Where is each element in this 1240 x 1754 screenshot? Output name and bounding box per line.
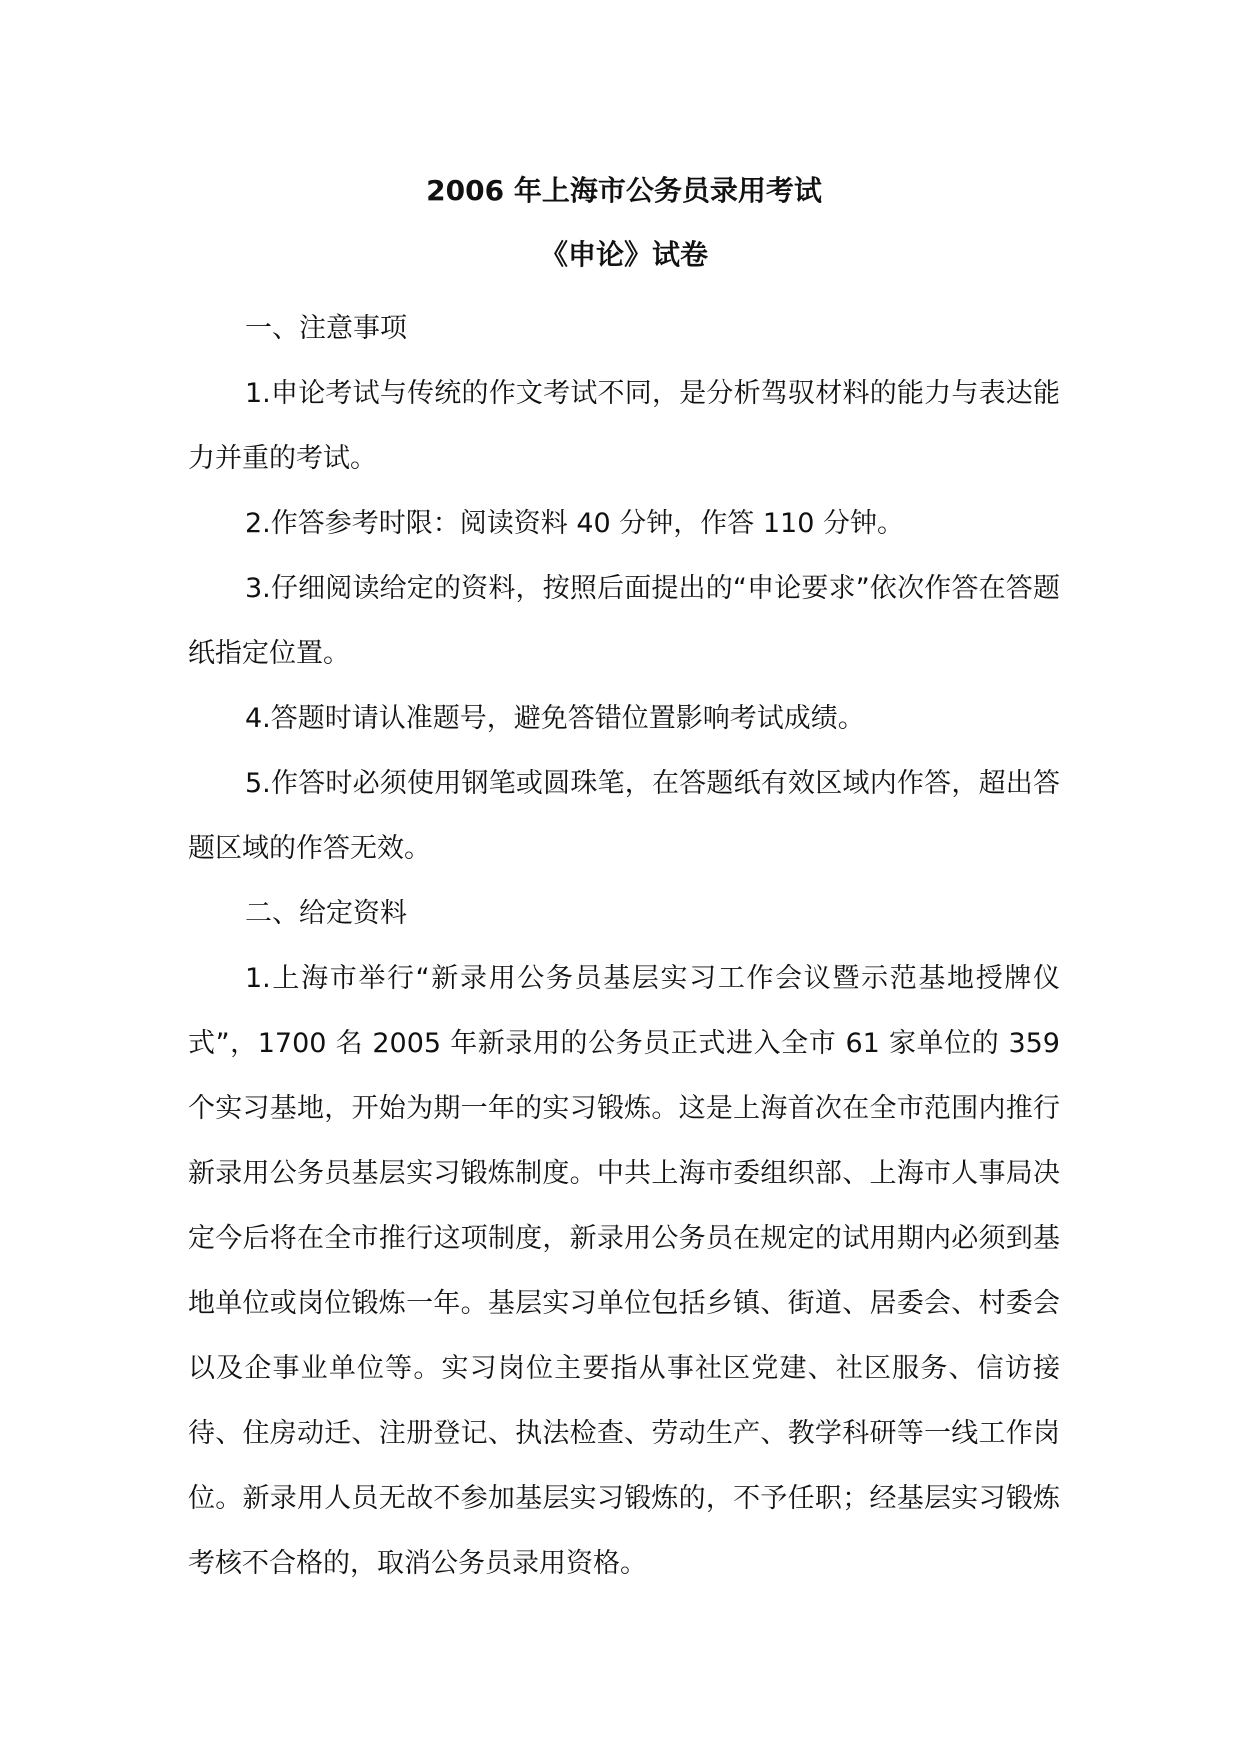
document-content: [188, 168, 1060, 1596]
note-1: 1.申论考试与传统的作文考试不同，是分析驾驭材料的能力与表达能力并重的考试。: [188, 378, 1060, 474]
material-1: 1.上海市举行“新录用公务员基层实习工作会议暨示范基地授牌仪式”，1700 名 2005 年新录用的公务员正式进入全市 61 家单位的 359 个实习基地，开始为期一年的实习锻炼。这是上海首次在全市范围内推行新录用公务员基层实习锻炼制度。中共上海市委组织部、上海市人事局决定今后将在全市推行这项制度，新录用公务员在规定的试用期内必须到基地单位或岗位锻炼一年。基层实习单位包括乡镇、街道、居委会、村委会以及企事业单位等。实习岗位主要指从事社区党建、社区服务、信访接待、住房动迁、注册登记、执法检查、劳动生产、教学科研等一线工作岗位。新录用人员无故不参加基层实习锻炼的，不予任职；经基层实习锻炼考核不合格的，取消公务员录用资格。: [188, 963, 1060, 1579]
document-subtitle: 《申论》试卷: [539, 238, 708, 271]
section-notes-heading: 一、注意事项: [245, 313, 407, 344]
note-2: 2.作答参考时限：阅读资料 40 分钟，作答 110 分钟。: [245, 508, 904, 539]
document-title: 2006 年上海市公务员录用考试: [426, 174, 822, 207]
note-3: 3.仔细阅读给定的资料，按照后面提出的“申论要求”依次作答在答题纸指定位置。: [188, 573, 1060, 669]
note-5: 5.作答时必须使用钢笔或圆珠笔，在答题纸有效区域内作答，超出答题区域的作答无效。: [188, 768, 1060, 864]
section-materials-heading: 二、给定资料: [245, 898, 407, 929]
note-4: 4.答题时请认准题号，避免答错位置影响考试成绩。: [245, 703, 865, 734]
